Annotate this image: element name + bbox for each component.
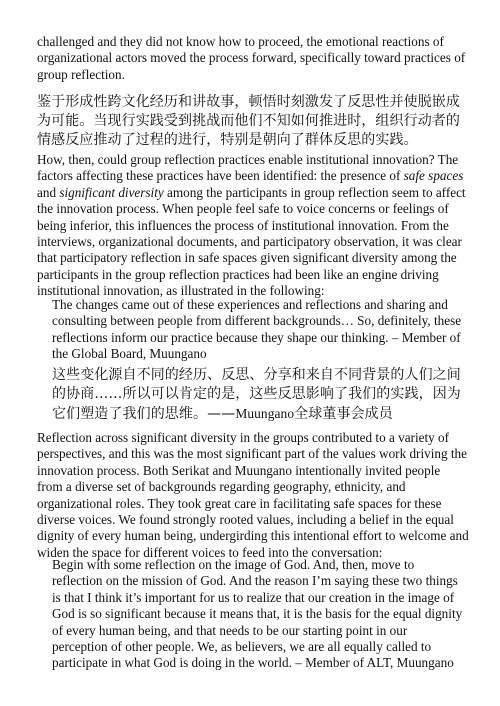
paragraph-text: How, then, could group reflection practices enable institutional innovation? The factors affecting these practices have been identified: the presence of [37, 152, 459, 184]
quote-translation-org: Muungano [235, 406, 295, 421]
quote-translation-tail: 全球董事会成员 [294, 406, 393, 422]
block-quote-global-board: The changes came out of these experiences and reflections and sharing and consulting between people from different backgrounds… So, definitely, these reflections inform our practice because they shape our thinking. – Member of the Global Board, Muungano [52, 297, 462, 362]
block-quote-global-board-translation [52, 366, 466, 424]
paragraph-continuation-translation: 鉴于形成性跨文化经历和讲故事，顿悟时刻激发了反思性并使脱嵌成为可能。当现行实践受到挑战而他们不知如何推进时，组织行动者的情感反应推动了过程的进行，特别是朝向了群体反思的实践。 [37, 94, 460, 148]
paragraph-continuation: challenged and they did not know how to proceed, the emotional reactions of organizational actors moved the process forward, specifically toward practices of group reflection. [37, 34, 466, 82]
paragraph-text: and [37, 184, 60, 200]
emphasis-safe-spaces: safe spaces [403, 168, 464, 184]
quote-translation-text: 这些变化源自不同的经历、反思、分享和来自不同背景的人们之间的协商……所以可以肯定的是，这些反思影响了我们的实践，因为它们塑造了我们的思维。—— [52, 367, 461, 422]
paragraph-group-reflection [37, 152, 469, 300]
block-quote-alt: Begin with some reflection on the image of God. And, then, move to reflection on the mission of God. And the reason I’m saying these two things is that I think it’s important for us to realize that our creation in the image of God is so significant because it means that, it is the basis for the equal dignity of every human being, and that needs to be our starting point in our perception of other people. We, as believers, we are all equally called to participate in what God is doing in the world. – Member of ALT, Muungano [52, 557, 463, 671]
paragraph-diversity: Reflection across significant diversity in the groups contributed to a variety of perspectives, and this was the most significant part of the values work driving the innovation process. Both Serikat and Muungano intentionally invited people from a diverse set of backgrounds regarding geography, ethnicity, and organizational roles. They took great care in facilitating safe spaces for these diverse voices. We found strongly rooted values, including a belief in the equal dignity of every human being, undergirding this intentional effort to welcome and widen the space for different voices to feed into the conversation: [37, 430, 469, 560]
emphasis-significant-diversity: significant diversity [59, 184, 164, 200]
paragraph-text: among the participants in group reflection seem to affect the innovation process. When people feel safe to voice concerns or feelings of being inferior, this influences the process of institutional innovation. From the interviews, organizational documents, and participatory observation, it was clear that participatory reflection in safe spaces given significant diversity among the participants in the group reflection practices had been like an engine driving institutional innovation, as illustrated in the following: [37, 184, 466, 299]
